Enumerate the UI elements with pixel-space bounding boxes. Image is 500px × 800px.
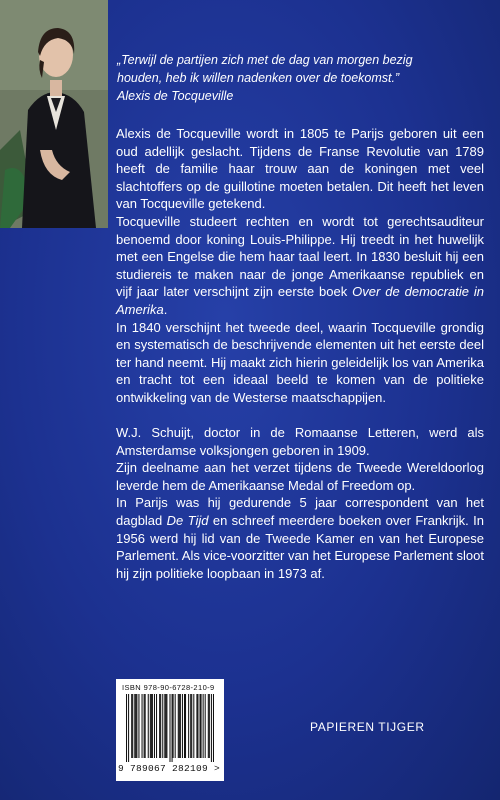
newspaper-title: De Tijd (166, 513, 209, 529)
barcode-bars-icon (126, 694, 214, 762)
paragraph-second-part: In 1840 verschijnt het tweede deel, waarin Tocqueville grondig en systematisch de beschrijvende elementen uit het eerste deel ter hand neemt. Hij maakt zich hierin geleidelijk los van Amerika en tracht tot een ideaal beeld te komen van de politieke ontwikkeling van de Westerse maatschappijen. (116, 319, 484, 405)
quote-author: Alexis de Tocqueville (117, 89, 234, 103)
quote-block (117, 51, 487, 105)
barcode (116, 679, 224, 781)
blurb-text (116, 125, 484, 582)
book-title: Over de democratie in Amerika (116, 284, 484, 317)
quote-line-2: houden, heb ik willen nadenken over de toekomst.” (117, 71, 400, 85)
publisher-name: PAPIEREN TIJGER (310, 720, 425, 734)
paragraph-birth: Alexis de Tocqueville wordt in 1805 te Parijs geboren uit een oud adellijk geslacht. Tijdens de Franse Revolutie van 1789 heeft de familie haar trouw aan de koningen met veel slachtoffers op de guillotine moeten betalen. Dit heeft het leven van Tocqueville getekend. (116, 126, 484, 212)
paragraph-studies: Tocqueville studeert rechten en wordt tot gerechtsauditeur benoemd door koning Louis-Philippe. Hij treedt in het huwelijk met een Engelse die hem haar taal leert. In 1830 besluit hij een studiereis te maken naar de jonge Amerikaanse republiek en vijf jaar later verschijnt zijn eerste boek Over de democratie in Amerika. (116, 213, 484, 317)
isbn-label: ISBN 978-90-6728-210-9 (122, 683, 215, 692)
paragraph-resistance: Zijn deelname aan het verzet tijdens de Tweede Wereldoorlog leverde hem de Amerikaanse Medal of Freedom op. (116, 460, 484, 493)
paragraph-career: In Parijs was hij gedurende 5 jaar correspondent van het dagblad De Tijd en schreef meerdere boeken over Frankrijk. In 1956 werd hij lid van de Tweede Kamer en van het Europese Parlement. Als vice-voorzitter van het Europese Parlement sloot hij zijn politieke loopbaan in 1973 af. (116, 495, 484, 581)
portrait-image (0, 0, 108, 228)
quote-line-1: „Terwijl de partijen zich met de dag van morgen bezig (117, 53, 413, 67)
ean-digits: 9 789067 282109 > (118, 763, 221, 774)
paragraph-translator: W.J. Schuijt, doctor in de Romaanse Letteren, werd als Amsterdamse volksjongen geboren in 1909. (116, 425, 484, 458)
